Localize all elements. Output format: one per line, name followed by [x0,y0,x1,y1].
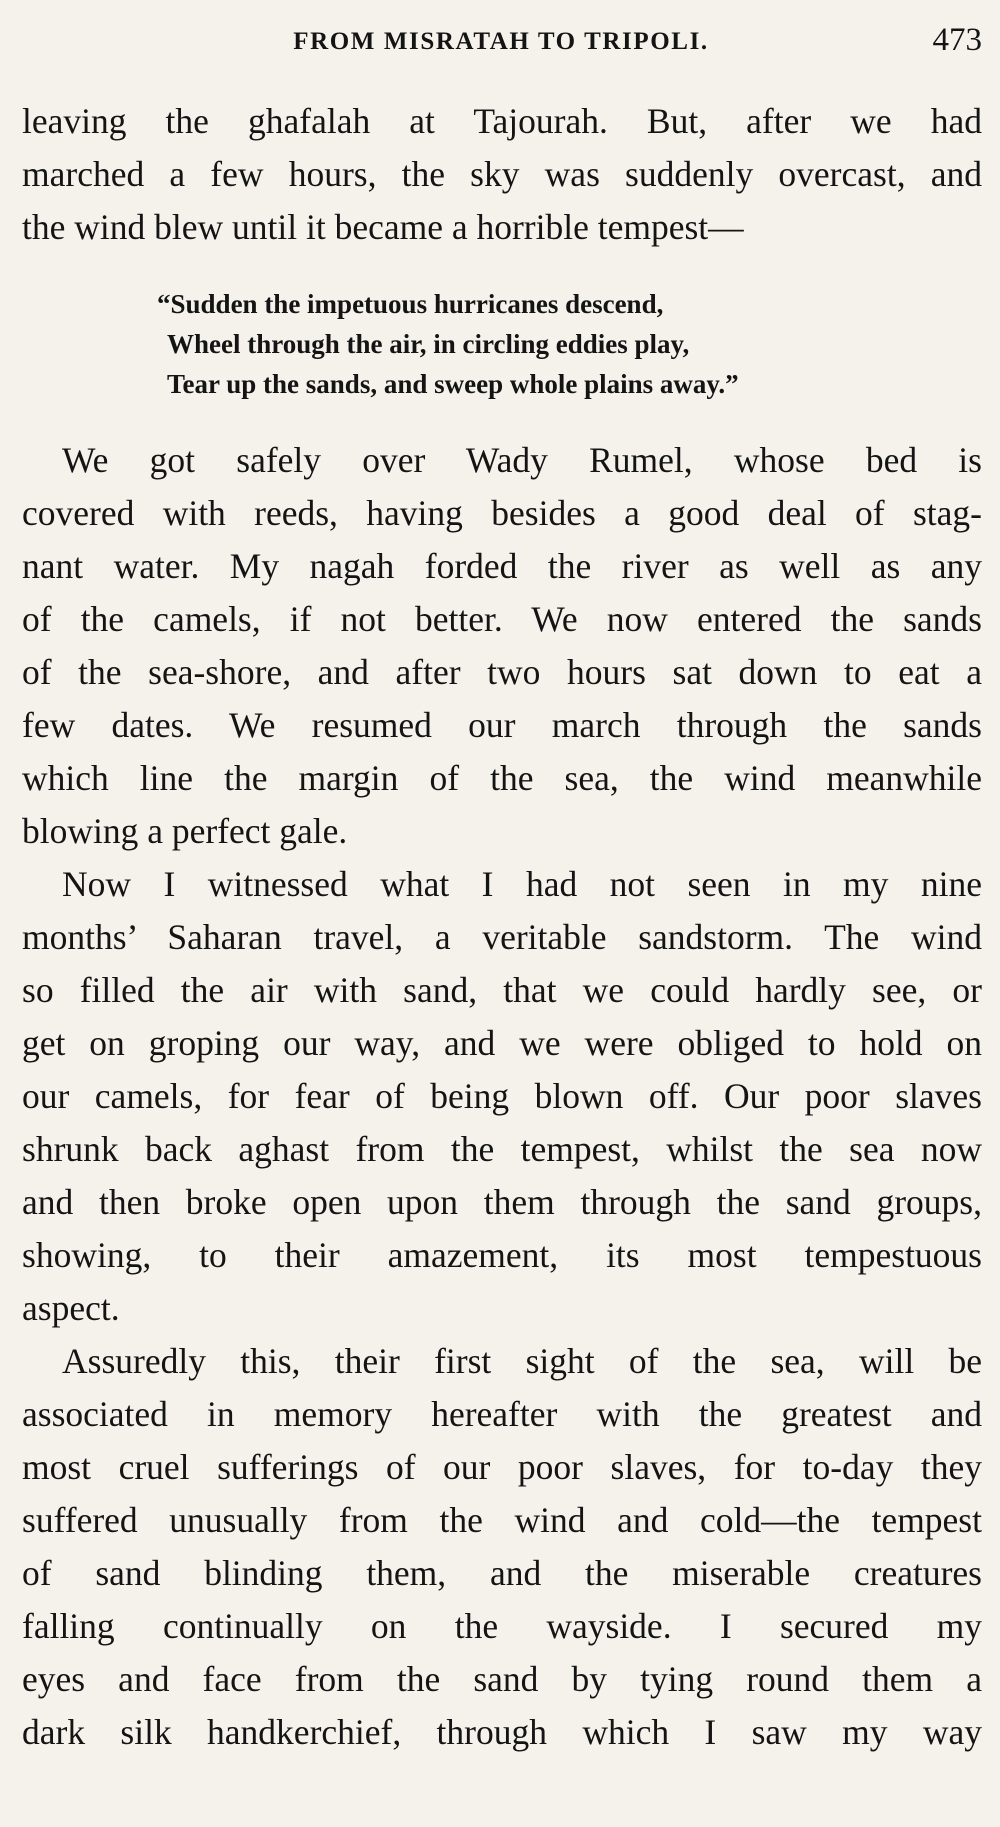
text-line: our camels, for fear of being blown off. Our poor slaves [22,1076,982,1116]
verse-line: Wheel through the air, in circling eddies play, [167,329,690,359]
paragraph-opening [22,95,982,254]
text-line: aspect. [22,1288,120,1328]
text-line: nant water. My nagah forded the river as well as any [22,546,982,586]
text-block [22,95,982,1759]
paragraph-sandstorm [22,858,982,1335]
text-line: Now I witnessed what I had not seen in my nine [62,864,982,904]
text-line: associated in memory hereafter with the greatest and [22,1394,982,1434]
running-title: FROM MISRATAH TO TRIPOLI. [293,28,709,55]
text-line: the wind blew until it became a horrible tempest— [22,207,744,247]
text-line: and then broke open upon them through the sand groups, [22,1182,982,1222]
text-line: dark silk handkerchief, through which I saw my way [22,1712,982,1752]
text-line: which line the margin of the sea, the wind meanwhile [22,758,982,798]
text-line: of the sea-shore, and after two hours sat down to eat a [22,652,982,692]
text-line: blowing a perfect gale. [22,811,348,851]
text-line: falling continually on the wayside. I secured my [22,1606,982,1646]
paragraph-wady-rumel [22,434,982,858]
page-number: 473 [932,22,982,58]
paragraph-first-sight-of-sea [22,1335,982,1759]
text-line: most cruel sufferings of our poor slaves, for to-day they [22,1447,982,1487]
running-head [20,24,982,68]
text-line: marched a few hours, the sky was suddenly overcast, and [22,154,982,194]
verse-line: “Sudden the impetuous hurricanes descend, [157,289,664,319]
text-line: eyes and face from the sand by tying round them a [22,1659,982,1699]
text-line: showing, to their amazement, its most tempestuous [22,1235,982,1275]
text-line: so filled the air with sand, that we could hardly see, or [22,970,982,1010]
text-line: covered with reeds, having besides a good deal of stag- [22,493,982,533]
text-line: get on groping our way, and we were obliged to hold on [22,1023,982,1063]
text-line: few dates. We resumed our march through the sands [22,705,982,745]
text-line: months’ Saharan travel, a veritable sandstorm. The wind [22,917,982,957]
text-line: of the camels, if not better. We now entered the sands [22,599,982,639]
text-line: of sand blinding them, and the miserable creatures [22,1553,982,1593]
text-line: shrunk back aghast from the tempest, whilst the sea now [22,1129,982,1169]
text-line: We got safely over Wady Rumel, whose bed is [62,440,982,480]
text-line: Assuredly this, their first sight of the sea, will be [62,1341,982,1381]
verse-line: Tear up the sands, and sweep whole plains away.” [167,369,739,399]
text-line: suffered unusually from the wind and cold—the tempest [22,1500,982,1540]
text-line: leaving the ghafalah at Tajourah. But, after we had [22,101,982,141]
verse-quotation [157,284,982,404]
